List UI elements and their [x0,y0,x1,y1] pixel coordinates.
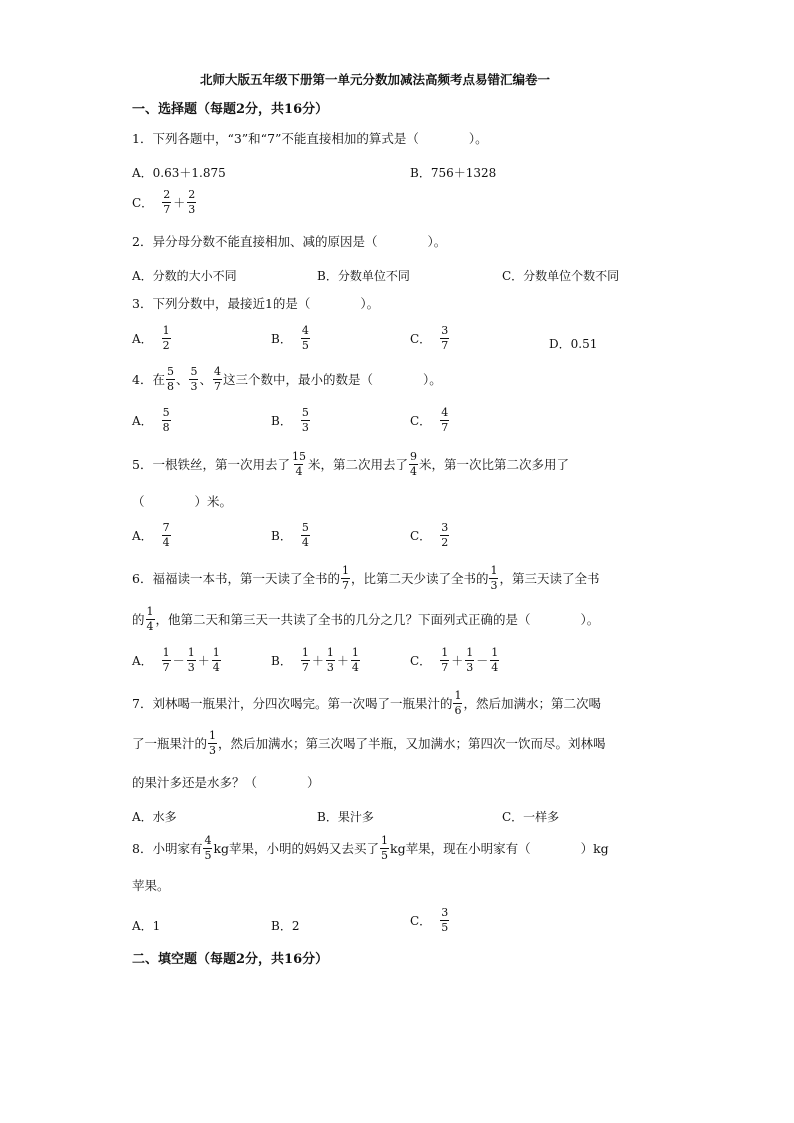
question-2-stem: 2．异分母分数不能直接相加、减的原因是（ ）。 [132,234,447,249]
q8-option-c: C． $\frac{3}{5}$ [410,906,449,934]
question-7-stem-line3: 的果汁多还是水多？（ ） [132,775,320,790]
q2-option-c: C．分数单位个数不同 [502,269,620,283]
question-6-stem: 6．福福读一本书，第一天读了全书的 $\frac{1}{7}$ ，比第二天少读了全书的 $\frac{1}{3}$ ，第三天读了全书 [132,564,600,592]
q6-option-c: C． $\frac{1}{7}$ ＋ $\frac{1}{3}$ － $\frac{1}{4}$ [410,646,499,674]
q8-option-b: B．2 [271,919,300,933]
q3-option-a: A． $\frac{1}{2}$ [132,324,170,352]
section-heading-fill: 二、填空题（每题2分，共16分） [132,952,329,967]
question-5-stem-line2: （ ）米。 [132,494,233,509]
q4-option-b: B． $\frac{5}{3}$ [271,406,309,434]
q1-option-a: A． 0.63＋1.875 [132,166,226,180]
question-8-stem: 8．小明家有 $\frac{4}{5}$ kg苹果，小明的妈妈又去买了 $\frac{1}{5}$ kg苹果，现在小明家有（ ）kg [132,834,609,862]
section-heading-choice: 一、选择题（每题2分，共16分） [132,102,329,117]
q7-option-b: B．果汁多 [317,810,374,824]
fraction: $\frac{2}{3}$ [188,188,196,216]
question-4-stem: 4．在 $\frac{5}{8}$ 、 $\frac{5}{3}$ 、 $\frac{4}{7}$ 这三个数中，最小的数是（ ）。 [132,365,442,393]
q4-option-a: A． $\frac{5}{8}$ [132,406,170,434]
q3-option-b: B． $\frac{4}{5}$ [271,324,309,352]
q8-option-a: A．1 [132,919,161,933]
q7-option-c: C．一样多 [502,810,560,824]
page-title: 北师大版五年级下册第一单元分数加减法高频考点易错汇编卷一 [200,72,551,87]
q5-option-c: C． $\frac{3}{2}$ [410,521,449,549]
q2-option-b: B．分数单位不同 [317,269,410,283]
q5-option-a: A． $\frac{7}{4}$ [132,521,170,549]
fraction: $\frac{2}{7}$ [163,188,171,216]
q6-option-b: B． $\frac{1}{7}$ ＋ $\frac{1}{3}$ ＋ $\frac{1}{4}$ [271,646,359,674]
q2-option-a: A．分数的大小不同 [132,269,237,283]
q1-option-c: C． $\frac{2}{7}$ ＋ $\frac{2}{3}$ [132,188,196,216]
question-7-stem: 7．刘林喝一瓶果汁，分四次喝完。第一次喝了一瓶果汁的 $\frac{1}{6}$ ，然后加满水；第二次喝 [132,689,601,717]
question-8-stem-line2: 苹果。 [132,878,170,893]
question-3-stem: 3．下列分数中，最接近1的是（ ）。 [132,296,380,311]
question-6-stem-line2: 的 $\frac{1}{4}$ ，他第二天和第三天一共读了全书的几分之几？下面列式正确的是（ ）。 [132,605,600,633]
q4-option-c: C． $\frac{4}{7}$ [410,406,449,434]
q6-option-a: A． $\frac{1}{7}$ － $\frac{1}{3}$ ＋ $\frac{1}{4}$ [132,646,220,674]
q7-option-a: A．水多 [132,810,177,824]
q1-option-b: B． 756＋1328 [410,166,497,180]
question-7-stem-line2: 了一瓶果汁的 $\frac{1}{3}$ ，然后加满水；第三次喝了半瓶，又加满水；第四次一饮而尽。刘林喝 [132,729,606,757]
q3-option-d: D．0.51 [549,337,598,351]
q5-option-b: B． $\frac{5}{4}$ [271,521,309,549]
question-5-stem: 5．一根铁丝，第一次用去了 $\frac{15}{4}$ 米，第二次用去了 $\frac{9}{4}$ 米，第一次比第二次多用了 [132,450,569,478]
q3-option-c: C． $\frac{3}{7}$ [410,324,449,352]
question-1-stem: 1．下列各题中，“3”和“7”不能直接相加的算式是（ ）。 [132,131,488,146]
